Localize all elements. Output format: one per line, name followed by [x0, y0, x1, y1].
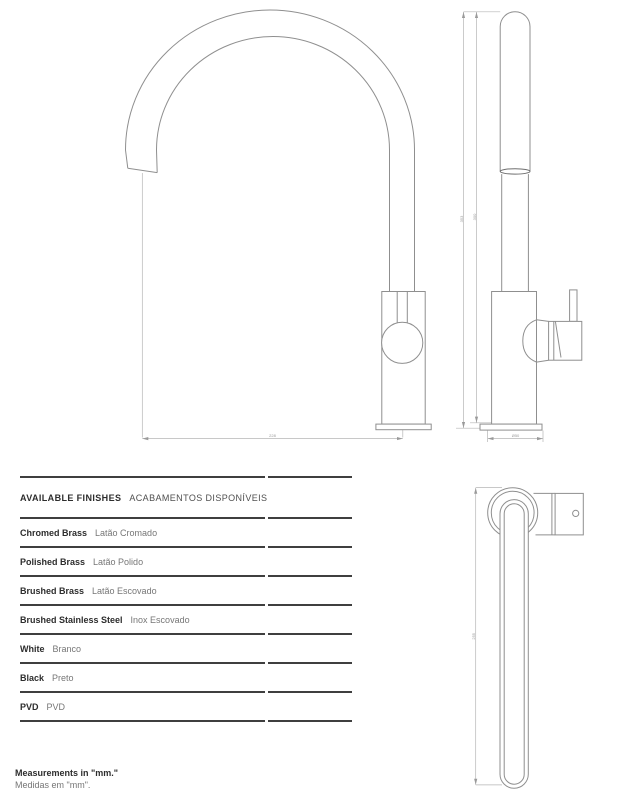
finish-row — [20, 577, 352, 604]
table-title-en: AVAILABLE FINISHES — [20, 492, 122, 503]
dimension-label-reach: 228 — [269, 432, 276, 438]
table-rule — [20, 633, 352, 635]
measurements-note-en: Measurements in "mm." — [15, 768, 119, 778]
spout-inner-curve — [157, 37, 390, 292]
handle-connector — [537, 360, 549, 362]
table-rule — [20, 476, 352, 478]
handle-grip-stick — [570, 290, 577, 322]
table-rule — [20, 604, 352, 606]
finish-row — [20, 635, 352, 662]
finish-name-en: Brushed Brass — [20, 585, 85, 596]
finish-name-pt: Inox Escovado — [130, 614, 190, 625]
finish-name-pt: Preto — [52, 672, 74, 683]
finish-name-en: White — [20, 643, 45, 654]
table-rule — [20, 546, 352, 548]
dimension-label-length: 255 — [471, 632, 477, 640]
table-title-pt: ACABAMENTOS DISPONÍVEIS — [129, 492, 268, 503]
table-rule — [20, 662, 352, 664]
body-joint-circle — [382, 322, 423, 363]
front-view — [126, 10, 432, 439]
spout-tip-edge — [128, 168, 157, 172]
table-rule — [20, 575, 352, 577]
finish-name-pt: Latão Escovado — [92, 585, 157, 596]
finish-row — [20, 693, 352, 720]
finish-name-pt: Latão Cromado — [95, 527, 158, 538]
table-rule — [20, 691, 352, 693]
table-rule — [20, 720, 352, 722]
finish-row — [20, 519, 352, 546]
handle-connector — [537, 320, 549, 322]
table-rule — [20, 517, 352, 519]
finish-name-en: Black — [20, 672, 45, 683]
table-header — [20, 478, 352, 517]
finish-name-pt: Latão Polido — [93, 556, 144, 567]
spout-profile — [500, 12, 530, 172]
dimension-label-height-a: 353 — [459, 215, 465, 223]
base-plate — [480, 424, 542, 430]
available-finishes-table — [20, 476, 352, 722]
base-plate — [376, 424, 431, 430]
dimension-label-height-b: 300 — [472, 213, 478, 221]
spout-outer-curve — [126, 10, 415, 292]
finish-name-en: Chromed Brass — [20, 527, 88, 538]
dimension-label-base: Ø50 — [511, 432, 520, 438]
side-view — [456, 12, 582, 442]
finish-row — [20, 548, 352, 575]
finish-name-en: Polished Brass — [20, 556, 86, 567]
measurements-note-pt: Medidas em "mm". — [15, 780, 91, 790]
finish-row — [20, 606, 352, 633]
finish-name-pt: Branco — [52, 643, 82, 654]
finish-row — [20, 664, 352, 691]
finish-name-en: PVD — [20, 701, 39, 712]
finish-name-en: Brushed Stainless Steel — [20, 614, 123, 625]
measurements-note — [15, 767, 118, 791]
finish-name-pt: PVD — [46, 701, 66, 712]
top-view — [471, 488, 583, 789]
